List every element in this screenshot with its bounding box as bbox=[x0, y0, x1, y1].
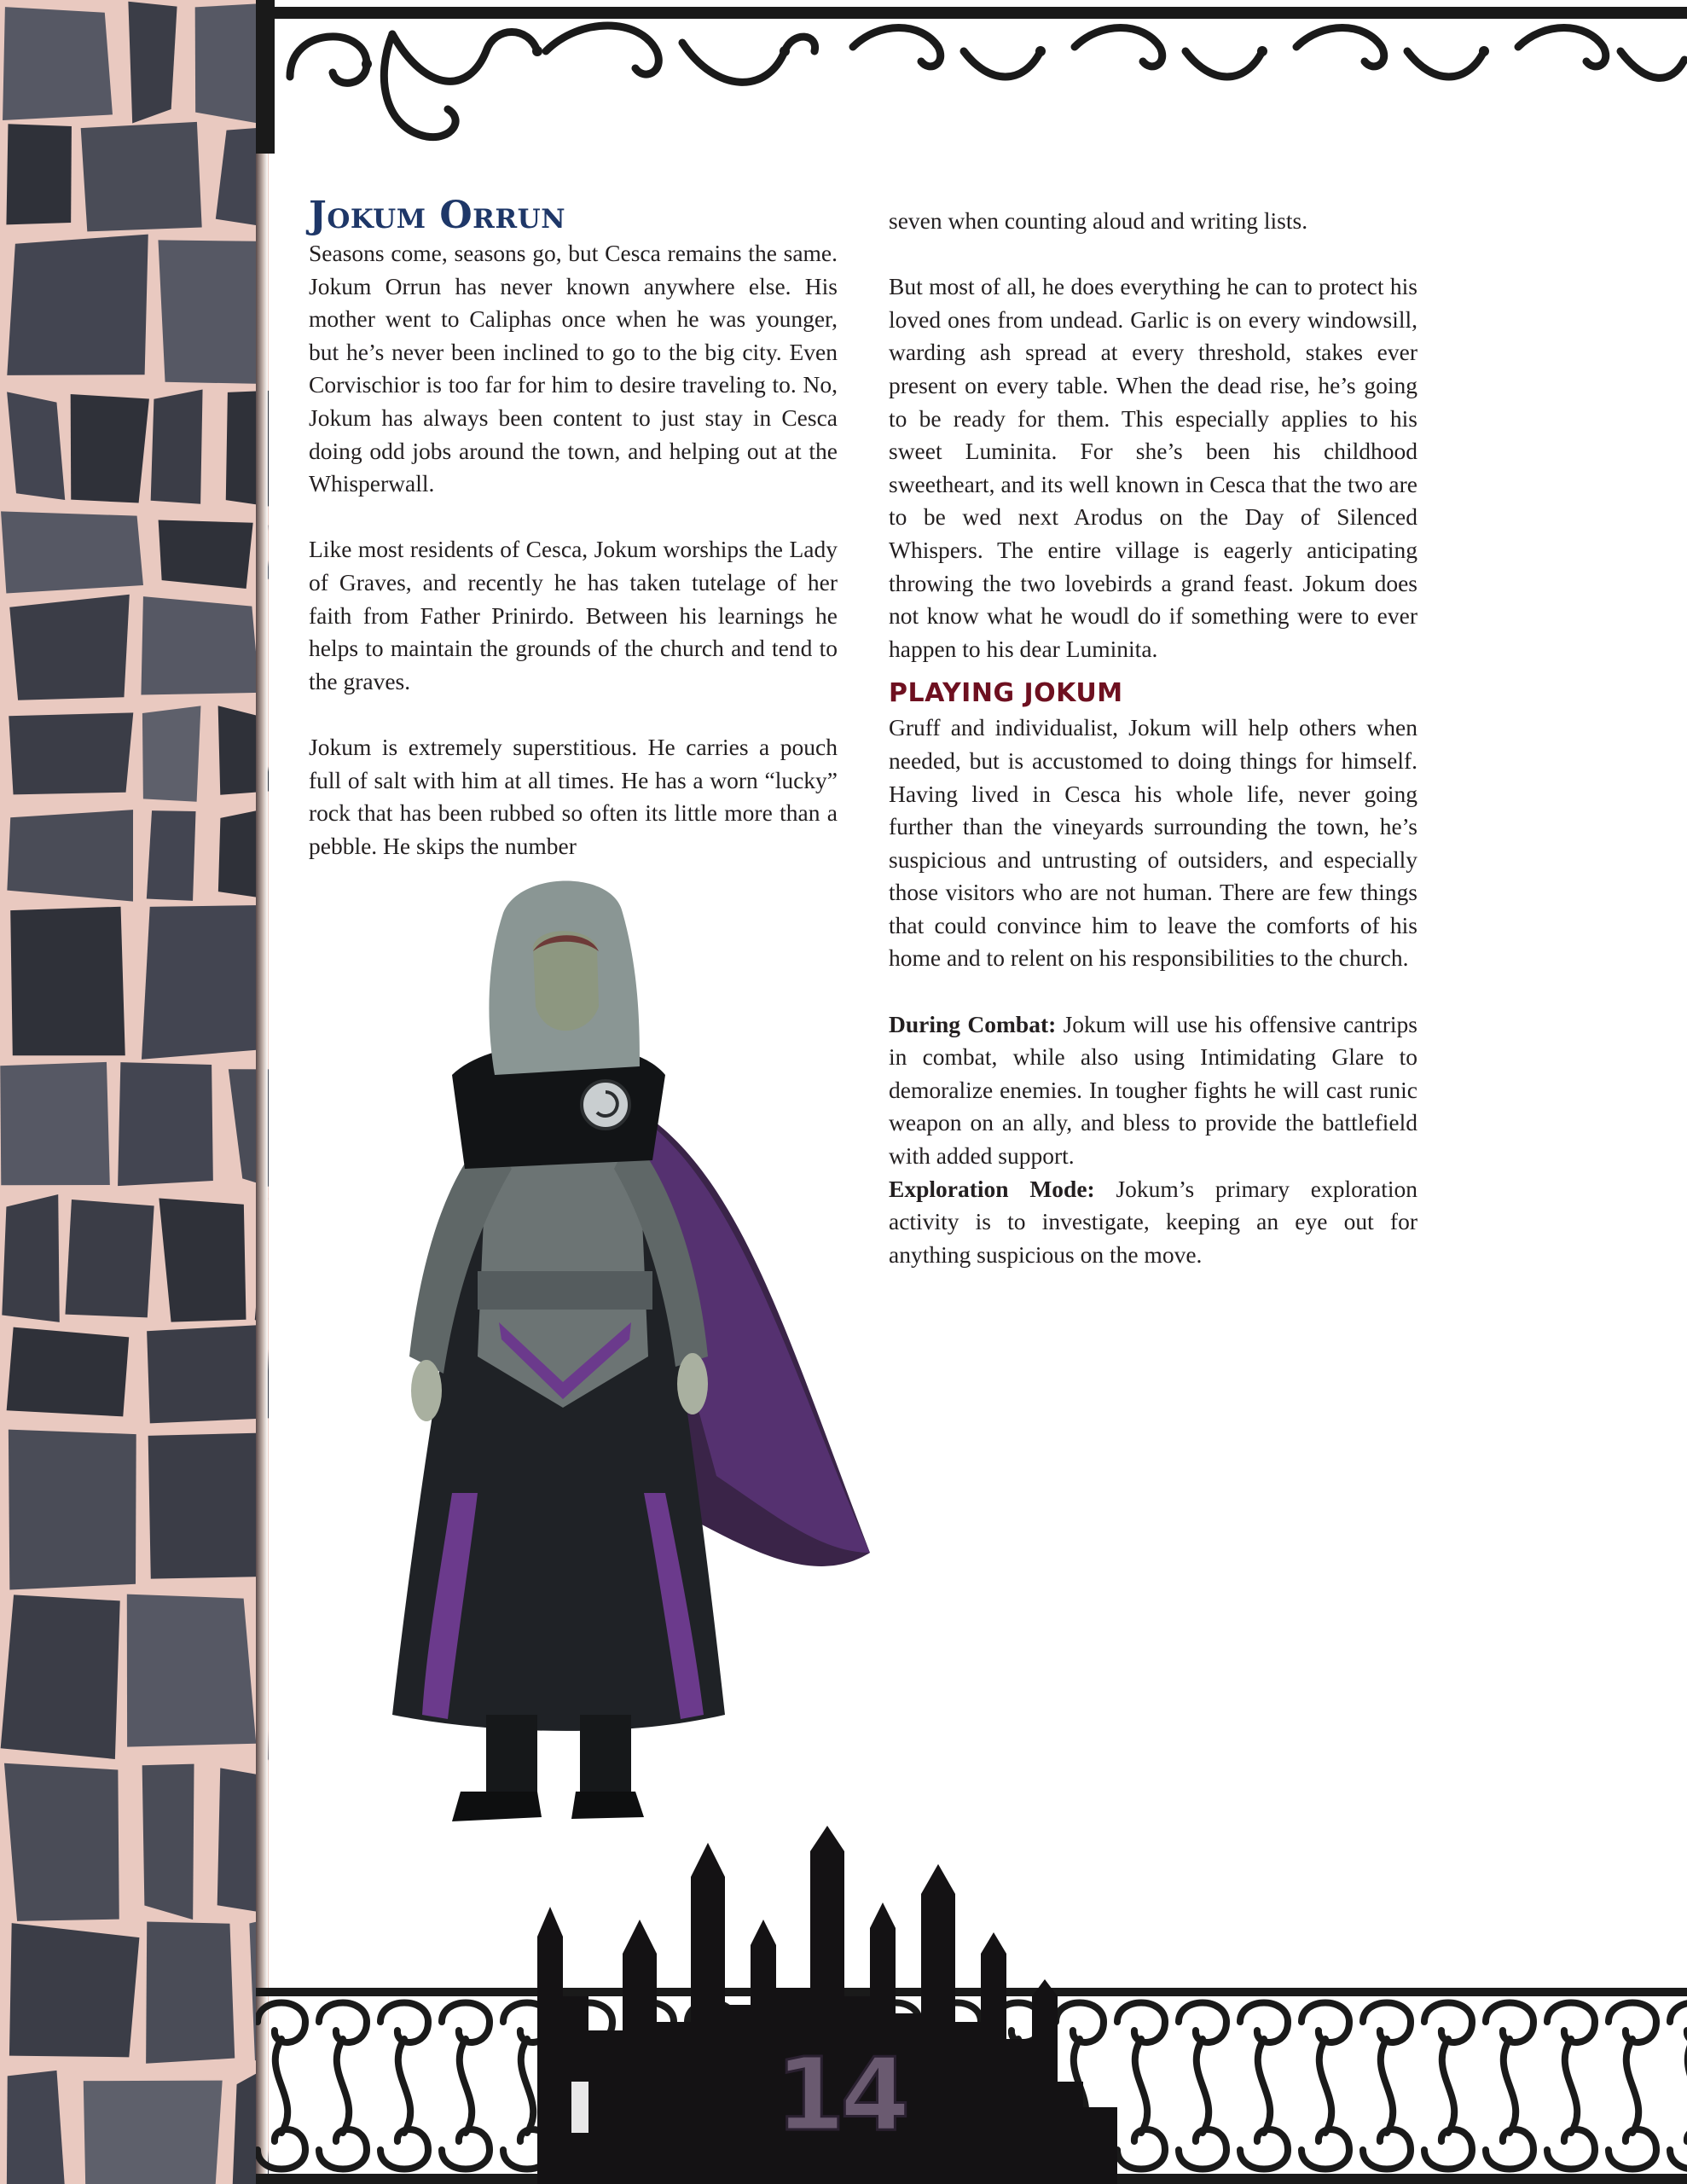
paragraph-combat bbox=[889, 1008, 1417, 1173]
stone bbox=[7, 392, 65, 500]
stone bbox=[3, 7, 113, 120]
stone bbox=[7, 235, 148, 375]
right-column bbox=[889, 205, 1417, 1271]
paragraph-undead: But most of all, he does everything he can to protect his loved ones from undead. Garlic is on every windowsill, warding ash spread at every threshold, stakes ever present on every table. When the dead rise, he’s going to be ready for them. This especially applies to his sweet Luminita. For she’s been his childhood sweetheart, and its well known in Cesca that the two are to be wed next Arodus on the Day of Silenced Whispers. The entire village is eagerly anticipating throwing the two lovebirds a grand feast. Jokum does not know what he woudl do if something were to ever happen to his dear Luminita. bbox=[889, 273, 1417, 662]
iron-scroll-top bbox=[256, 0, 1687, 154]
stone bbox=[2, 1194, 59, 1322]
combat-label: During Combat: bbox=[889, 1010, 1057, 1037]
fence-scroll bbox=[1609, 2003, 1656, 2169]
stone bbox=[9, 1430, 136, 1590]
stone bbox=[146, 1921, 235, 2063]
stone bbox=[7, 2071, 66, 2184]
stone bbox=[142, 905, 263, 1060]
stone bbox=[142, 706, 201, 801]
stone bbox=[128, 2, 177, 124]
exploration-label: Exploration Mode: bbox=[889, 1175, 1095, 1202]
paragraph-continuation: seven when counting aloud and writing lists. bbox=[889, 207, 1308, 234]
fence-scroll bbox=[1179, 2003, 1226, 2169]
stone bbox=[6, 124, 71, 224]
stone bbox=[147, 1325, 269, 1424]
fence-scroll bbox=[380, 2003, 428, 2169]
fence-scroll bbox=[1240, 2003, 1288, 2169]
fence-scroll bbox=[258, 2003, 305, 2169]
paragraph-superstition: Jokum is extremely superstitious. He carries a pouch full of salt with him at all times. He has a worn “lucky” rock that has been rubbed so often its little more than a pebble. He skips the number bbox=[309, 733, 838, 859]
page-number: 14 bbox=[774, 2036, 906, 2153]
stone bbox=[4, 1763, 119, 1921]
stone bbox=[9, 595, 130, 700]
stone bbox=[158, 240, 267, 383]
paragraph-playing: Gruff and individualist, Jokum will help others when needed, but is accustomed to doing things for himself. Having lived in Cesca his whole life, never going further than the vineyards surrounding the town, he’s suspicious and untrusting of outsiders, and especially those visitors who are not human. There are few things that could convince him to leave the comforts of his home and to relent on his responsibilities to the church. bbox=[889, 714, 1417, 972]
stone bbox=[7, 1327, 130, 1417]
fence-scroll bbox=[1301, 2003, 1349, 2169]
fence-scroll bbox=[1363, 2003, 1411, 2169]
stone bbox=[7, 810, 133, 901]
wall-edge bbox=[256, 0, 268, 2184]
stone bbox=[1, 511, 143, 593]
stone bbox=[151, 390, 203, 504]
stone bbox=[9, 1923, 140, 2057]
stone bbox=[65, 1199, 154, 1317]
left-column bbox=[309, 195, 838, 863]
stone bbox=[118, 1062, 213, 1186]
stone bbox=[141, 596, 259, 694]
stone bbox=[71, 394, 149, 503]
subheading-playing: PLAYING JOKUM bbox=[889, 678, 1123, 709]
stone bbox=[142, 1764, 194, 1920]
exploration-text: Jokum’s primary exploration activity is to investigate, keeping an eye out for anything suspicious on the move. bbox=[889, 1175, 1417, 1268]
stone bbox=[9, 712, 133, 794]
stone bbox=[1, 1594, 120, 1759]
paragraph-faith: Like most residents of Cesca, Jokum worships the Lady of Graves, and recently he has taken tutelage of her faith from Father Prinirdo. Between his learnings he helps to maintain the grounds of the church and tend to the graves. bbox=[309, 536, 838, 694]
combat-text: Jokum will use his offensive cantrips in combat, while also using Intimidating Glare to demoralize enemies. In tougher fights he will cast runic weapon on an ally, and bless to provide the battlefield with added support. bbox=[889, 1010, 1418, 1170]
fence-scroll bbox=[442, 2003, 490, 2169]
page-title: Jokum Orrun bbox=[309, 194, 566, 237]
stone bbox=[127, 1594, 257, 1747]
fence-scroll bbox=[1547, 2003, 1595, 2169]
stone bbox=[148, 1433, 264, 1579]
stone bbox=[10, 907, 125, 1056]
stone-wall-border bbox=[0, 0, 269, 2184]
stone bbox=[147, 810, 196, 901]
fence-scroll bbox=[1424, 2003, 1472, 2169]
fence-scroll bbox=[1670, 2003, 1687, 2169]
stone bbox=[159, 1198, 246, 1321]
character-illustration bbox=[358, 879, 887, 1834]
fence-scroll bbox=[1486, 2003, 1533, 2169]
stone bbox=[159, 520, 253, 589]
stone bbox=[81, 122, 202, 232]
fence-scroll bbox=[319, 2003, 367, 2169]
stone bbox=[0, 1062, 110, 1185]
paragraph-intro: Seasons come, seasons go, but Cesca remains the same. Jokum Orrun has never known anywhere else. His mother went to Caliphas once when he was younger, but he’s never been inclined to go to the big city. Even Corvischior is too far for him to desire traveling to. No, Jokum has always been content to just stay in Cesca doing odd jobs around the town, and helping out at the Whisperwall. bbox=[309, 240, 838, 497]
paragraph-exploration bbox=[889, 1173, 1417, 1272]
stone bbox=[84, 2081, 223, 2184]
